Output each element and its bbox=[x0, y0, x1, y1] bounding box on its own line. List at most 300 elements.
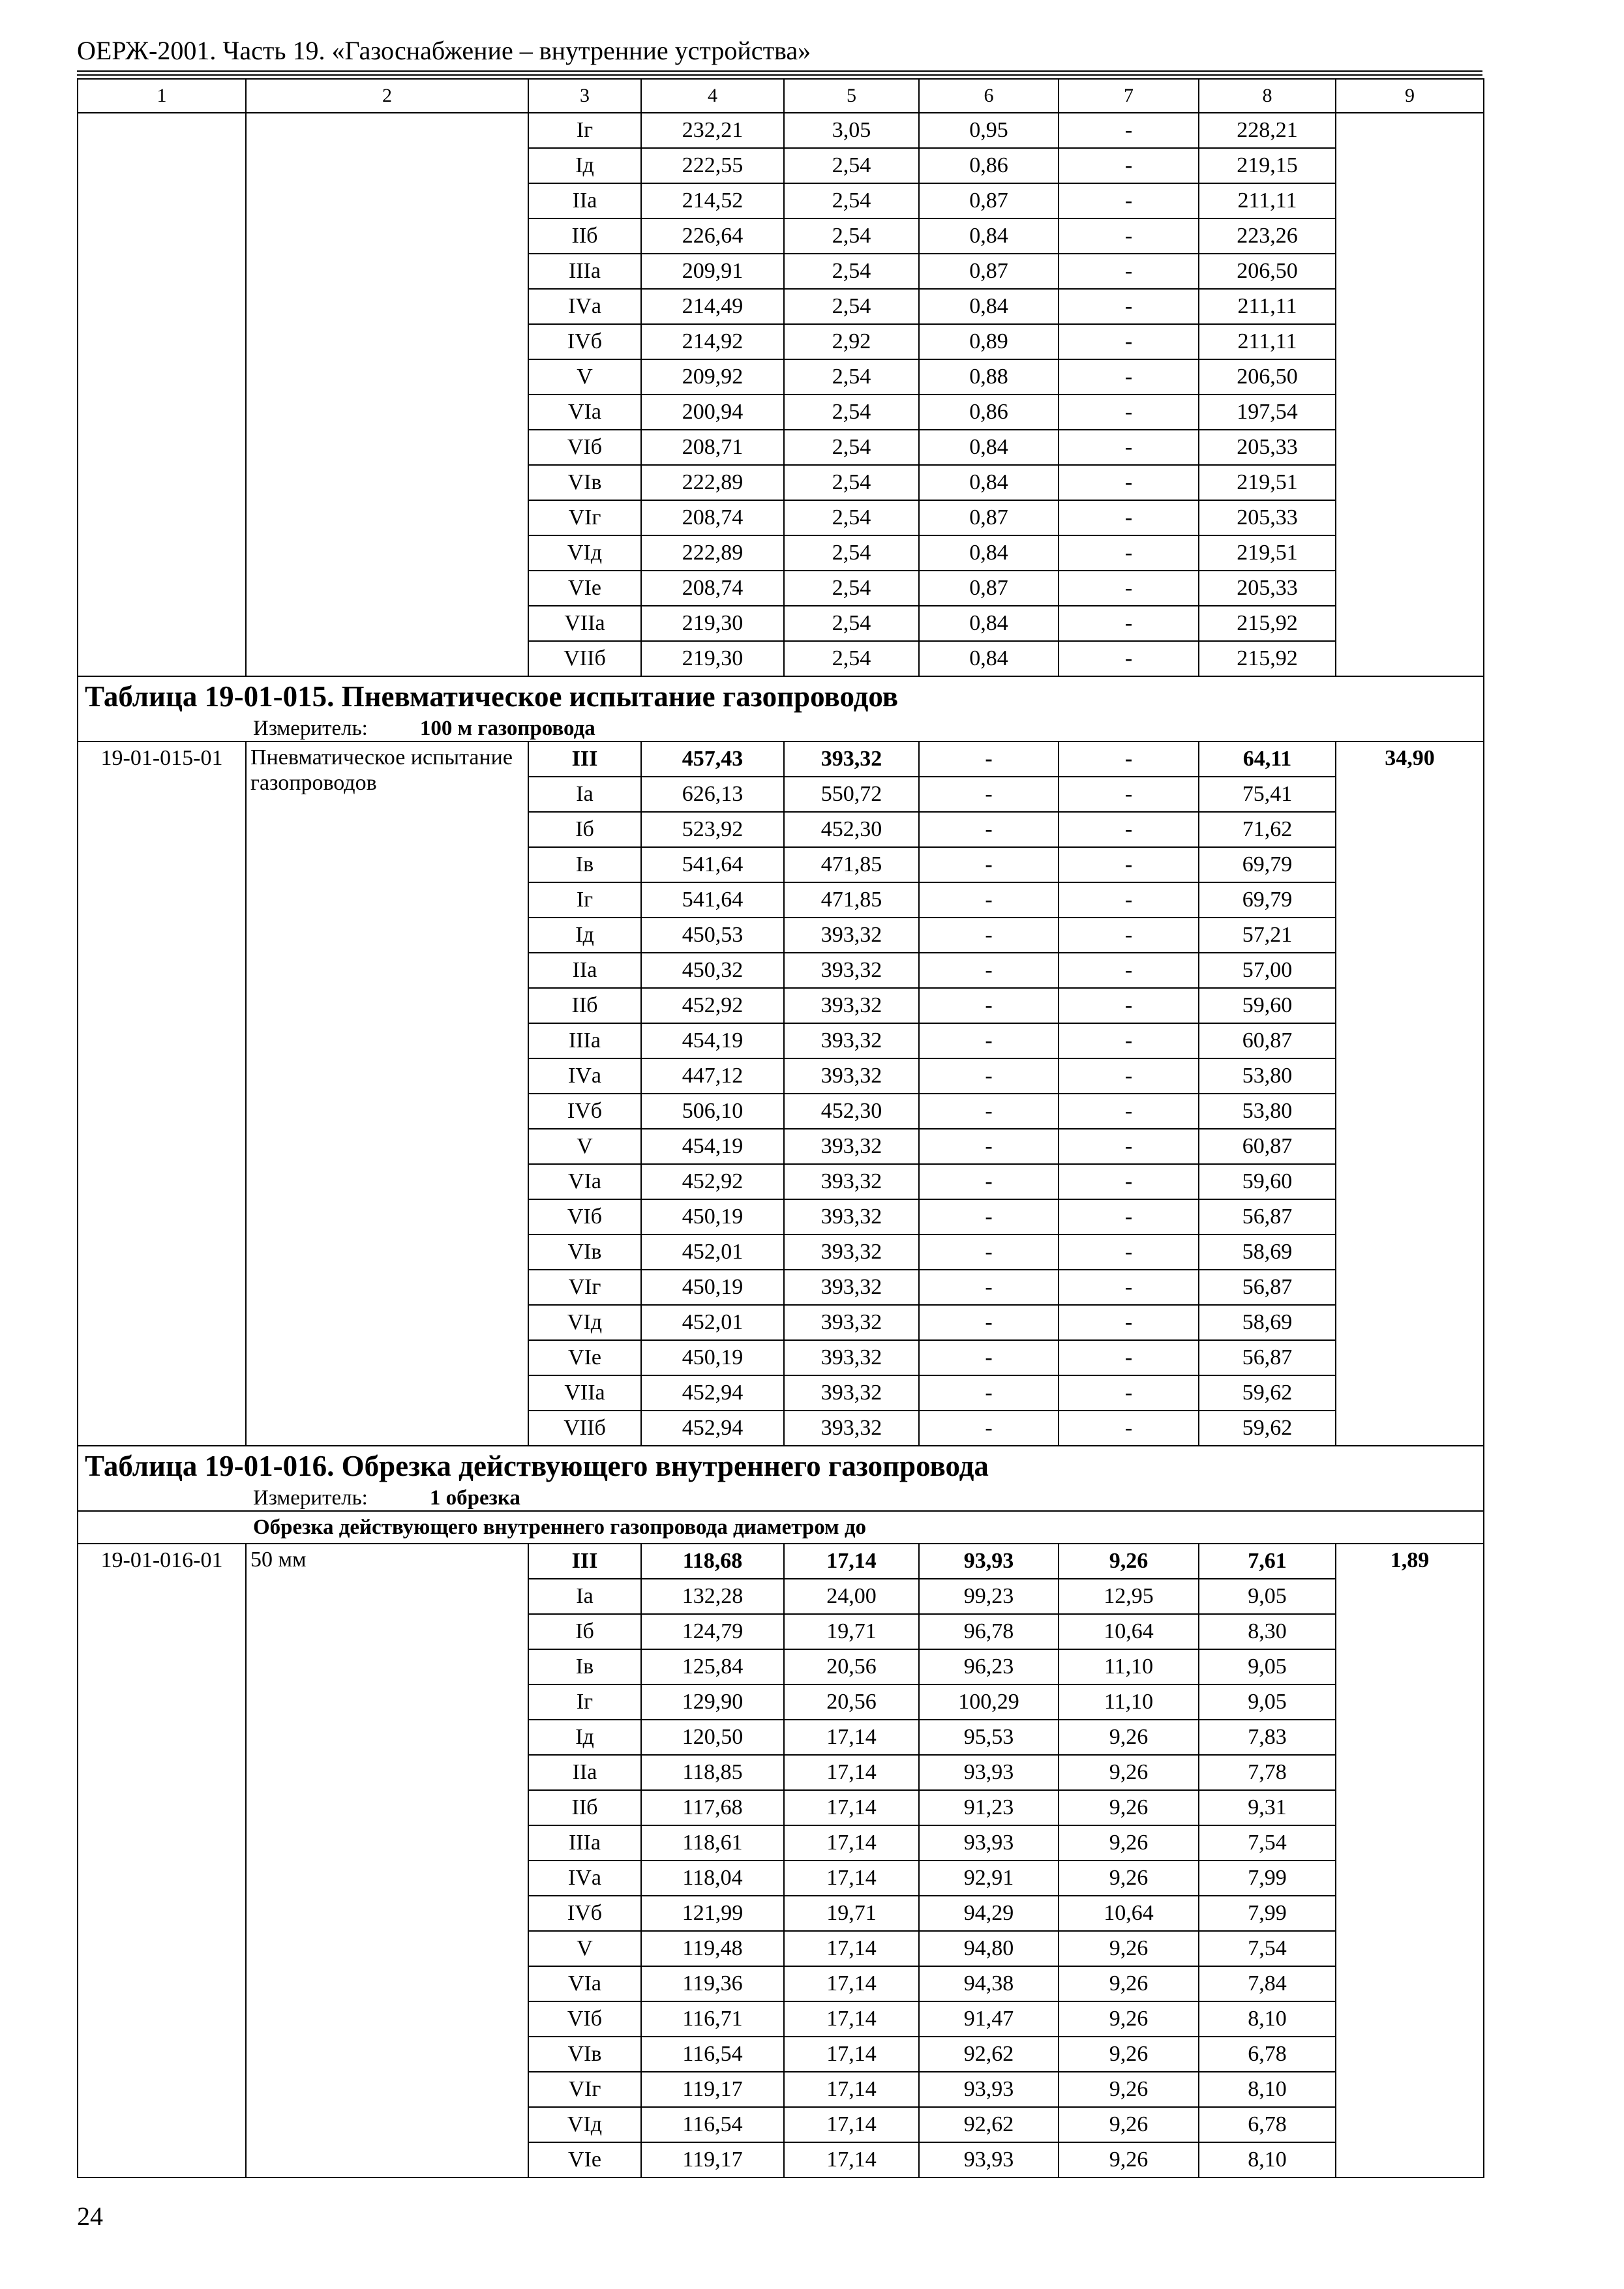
value-cell: 209,91 bbox=[641, 254, 784, 289]
value-cell: 56,87 bbox=[1199, 1340, 1336, 1375]
value-cell: - bbox=[919, 953, 1059, 988]
value-cell: 118,68 bbox=[641, 1544, 784, 1579]
value-cell: 56,87 bbox=[1199, 1199, 1336, 1234]
zone-cell: Iб bbox=[528, 812, 641, 847]
value-cell: 219,51 bbox=[1199, 465, 1336, 500]
value-cell: 393,32 bbox=[784, 1164, 919, 1199]
value-cell: 119,17 bbox=[641, 2072, 784, 2107]
zone-cell: VIг bbox=[528, 2072, 641, 2107]
value-cell: - bbox=[919, 1023, 1059, 1058]
value-cell: - bbox=[1059, 465, 1199, 500]
value-cell: - bbox=[1059, 741, 1199, 777]
column-number: 4 bbox=[641, 79, 784, 113]
value-cell: - bbox=[1059, 254, 1199, 289]
zone-cell: Iб bbox=[528, 1614, 641, 1649]
value-cell: 53,80 bbox=[1199, 1094, 1336, 1129]
value-cell: 58,69 bbox=[1199, 1234, 1336, 1270]
value-cell: 393,32 bbox=[784, 953, 919, 988]
value-cell: 99,23 bbox=[919, 1579, 1059, 1614]
value-cell: 6,78 bbox=[1199, 2037, 1336, 2072]
value-cell: 0,87 bbox=[919, 183, 1059, 218]
value-cell: 9,26 bbox=[1059, 1931, 1199, 1966]
value-cell: 118,85 bbox=[641, 1755, 784, 1790]
value-cell: 116,54 bbox=[641, 2037, 784, 2072]
value-cell: - bbox=[1059, 812, 1199, 847]
value-cell: 0,86 bbox=[919, 148, 1059, 183]
value-cell: 393,32 bbox=[784, 1023, 919, 1058]
zone-cell: VIа bbox=[528, 1966, 641, 2001]
value-cell: - bbox=[1059, 500, 1199, 535]
value-cell: 17,14 bbox=[784, 2142, 919, 2177]
value-cell: - bbox=[1059, 953, 1199, 988]
value-cell: - bbox=[1059, 1199, 1199, 1234]
zone-cell: Iв bbox=[528, 847, 641, 882]
zone-cell: VIе bbox=[528, 2142, 641, 2177]
value-cell: 452,01 bbox=[641, 1234, 784, 1270]
column-number: 1 bbox=[78, 79, 246, 113]
value-cell: 214,92 bbox=[641, 324, 784, 359]
zone-cell: VIв bbox=[528, 465, 641, 500]
zone-cell: VIг bbox=[528, 500, 641, 535]
value-cell: 200,94 bbox=[641, 395, 784, 430]
value-cell: 450,32 bbox=[641, 953, 784, 988]
value-cell: 93,93 bbox=[919, 1755, 1059, 1790]
value-cell: - bbox=[919, 1340, 1059, 1375]
header-rule-top bbox=[77, 70, 1482, 72]
table-subtitle: Обрезка действующего внутреннего газопровода диаметром до bbox=[78, 1511, 1484, 1544]
value-cell: 9,26 bbox=[1059, 2037, 1199, 2072]
zone-cell: IIб bbox=[528, 988, 641, 1023]
value-cell: 117,68 bbox=[641, 1790, 784, 1825]
value-cell: 59,62 bbox=[1199, 1375, 1336, 1411]
value-cell: 454,19 bbox=[641, 1129, 784, 1164]
value-cell: 393,32 bbox=[784, 988, 919, 1023]
value-cell: 9,26 bbox=[1059, 1720, 1199, 1755]
value-cell: 450,19 bbox=[641, 1199, 784, 1234]
unit-label: Измеритель: bbox=[253, 1486, 368, 1510]
value-cell: 124,79 bbox=[641, 1614, 784, 1649]
value-cell: 59,60 bbox=[1199, 1164, 1336, 1199]
labor-hours-cell: 1,89 bbox=[1336, 1544, 1484, 2177]
zone-cell: IVа bbox=[528, 289, 641, 324]
value-cell: 116,71 bbox=[641, 2001, 784, 2037]
value-cell: 506,10 bbox=[641, 1094, 784, 1129]
value-cell: 95,53 bbox=[919, 1720, 1059, 1755]
value-cell: 208,74 bbox=[641, 500, 784, 535]
work-name-cell: Пневматическое испытание газопроводов bbox=[246, 741, 528, 1446]
value-cell: 452,30 bbox=[784, 812, 919, 847]
value-cell: - bbox=[1059, 1340, 1199, 1375]
value-cell: 0,87 bbox=[919, 254, 1059, 289]
value-cell: 393,32 bbox=[784, 1375, 919, 1411]
value-cell: 71,62 bbox=[1199, 812, 1336, 847]
value-cell: 393,32 bbox=[784, 1305, 919, 1340]
value-cell: - bbox=[1059, 324, 1199, 359]
zone-cell: IIб bbox=[528, 1790, 641, 1825]
value-cell: 9,26 bbox=[1059, 2107, 1199, 2142]
value-cell: 11,10 bbox=[1059, 1684, 1199, 1720]
value-cell: - bbox=[1059, 430, 1199, 465]
value-cell: 120,50 bbox=[641, 1720, 784, 1755]
value-cell: 64,11 bbox=[1199, 741, 1336, 777]
value-cell: 17,14 bbox=[784, 1966, 919, 2001]
value-cell: 59,62 bbox=[1199, 1411, 1336, 1446]
zone-cell: Iг bbox=[528, 882, 641, 918]
value-cell: 0,86 bbox=[919, 395, 1059, 430]
value-cell: 8,10 bbox=[1199, 2142, 1336, 2177]
value-cell: 211,11 bbox=[1199, 289, 1336, 324]
value-cell: 454,19 bbox=[641, 1023, 784, 1058]
column-number-row bbox=[78, 79, 1484, 113]
value-cell: 93,93 bbox=[919, 1544, 1059, 1579]
value-cell: 57,00 bbox=[1199, 953, 1336, 988]
value-cell: 9,26 bbox=[1059, 1790, 1199, 1825]
value-cell: 393,32 bbox=[784, 1129, 919, 1164]
value-cell: 17,14 bbox=[784, 2037, 919, 2072]
value-cell: 447,12 bbox=[641, 1058, 784, 1094]
value-cell: 57,21 bbox=[1199, 918, 1336, 953]
zone-cell: Iг bbox=[528, 1684, 641, 1720]
unit-label: Измеритель: bbox=[253, 716, 368, 740]
value-cell: 215,92 bbox=[1199, 641, 1336, 676]
value-cell: - bbox=[1059, 847, 1199, 882]
value-cell: 219,30 bbox=[641, 641, 784, 676]
value-cell: - bbox=[1059, 571, 1199, 606]
value-cell: 17,14 bbox=[784, 1825, 919, 1861]
value-cell: 214,49 bbox=[641, 289, 784, 324]
unit-row bbox=[78, 716, 1484, 741]
value-cell: 125,84 bbox=[641, 1649, 784, 1684]
value-cell: 0,84 bbox=[919, 535, 1059, 571]
value-cell: - bbox=[1059, 1411, 1199, 1446]
value-cell: 452,94 bbox=[641, 1375, 784, 1411]
header-rule-bottom bbox=[77, 74, 1482, 76]
value-cell: - bbox=[1059, 359, 1199, 395]
value-cell: 232,21 bbox=[641, 113, 784, 148]
value-cell: 17,14 bbox=[784, 1755, 919, 1790]
value-cell: 92,62 bbox=[919, 2037, 1059, 2072]
value-cell: 450,53 bbox=[641, 918, 784, 953]
column-number: 2 bbox=[246, 79, 528, 113]
value-cell: 20,56 bbox=[784, 1649, 919, 1684]
value-cell: 2,54 bbox=[784, 500, 919, 535]
value-cell: 116,54 bbox=[641, 2107, 784, 2142]
value-cell: - bbox=[1059, 289, 1199, 324]
value-cell: - bbox=[1059, 1023, 1199, 1058]
zone-cell: Iа bbox=[528, 1579, 641, 1614]
value-cell: 206,50 bbox=[1199, 254, 1336, 289]
zone-cell: Iв bbox=[528, 1649, 641, 1684]
value-cell: 94,38 bbox=[919, 1966, 1059, 2001]
zone-cell: VIIб bbox=[528, 641, 641, 676]
value-cell: - bbox=[1059, 777, 1199, 812]
value-cell: 132,28 bbox=[641, 1579, 784, 1614]
value-cell: 2,54 bbox=[784, 606, 919, 641]
unit-cell bbox=[78, 1486, 1484, 1511]
value-cell: 222,89 bbox=[641, 465, 784, 500]
value-cell: 92,62 bbox=[919, 2107, 1059, 2142]
value-cell: 0,84 bbox=[919, 641, 1059, 676]
value-cell: 60,87 bbox=[1199, 1023, 1336, 1058]
zone-cell: IVб bbox=[528, 1094, 641, 1129]
value-cell: 7,61 bbox=[1199, 1544, 1336, 1579]
value-cell: - bbox=[919, 1270, 1059, 1305]
value-cell: 393,32 bbox=[784, 741, 919, 777]
zone-cell: VIе bbox=[528, 1340, 641, 1375]
value-cell: 0,84 bbox=[919, 218, 1059, 254]
value-cell: 205,33 bbox=[1199, 500, 1336, 535]
value-cell: 96,23 bbox=[919, 1649, 1059, 1684]
work-name-cell: 50 мм bbox=[246, 1544, 528, 2177]
zone-cell: IIIа bbox=[528, 254, 641, 289]
value-cell: 7,54 bbox=[1199, 1825, 1336, 1861]
value-cell: 20,56 bbox=[784, 1684, 919, 1720]
value-cell: 19,71 bbox=[784, 1614, 919, 1649]
value-cell: - bbox=[919, 1199, 1059, 1234]
unit-value: 100 м газопровода bbox=[419, 716, 595, 740]
value-cell: 222,55 bbox=[641, 148, 784, 183]
value-cell: 0,84 bbox=[919, 289, 1059, 324]
value-cell: 7,99 bbox=[1199, 1896, 1336, 1931]
value-cell: - bbox=[1059, 218, 1199, 254]
zone-cell: VIб bbox=[528, 430, 641, 465]
value-cell: 93,93 bbox=[919, 1825, 1059, 1861]
value-cell: 2,54 bbox=[784, 430, 919, 465]
value-cell: 91,23 bbox=[919, 1790, 1059, 1825]
value-cell: 450,19 bbox=[641, 1270, 784, 1305]
value-cell: - bbox=[1059, 1270, 1199, 1305]
value-cell: 93,93 bbox=[919, 2072, 1059, 2107]
value-cell: 17,14 bbox=[784, 2072, 919, 2107]
value-cell: - bbox=[919, 741, 1059, 777]
value-cell: 8,10 bbox=[1199, 2001, 1336, 2037]
column-number: 9 bbox=[1336, 79, 1484, 113]
value-cell: - bbox=[919, 988, 1059, 1023]
value-cell: - bbox=[1059, 1234, 1199, 1270]
zone-cell: VIе bbox=[528, 571, 641, 606]
value-cell: 17,14 bbox=[784, 2107, 919, 2142]
rate-code-cell bbox=[78, 113, 246, 676]
value-cell: 7,78 bbox=[1199, 1755, 1336, 1790]
value-cell: 206,50 bbox=[1199, 359, 1336, 395]
value-cell: 6,78 bbox=[1199, 2107, 1336, 2142]
value-cell: 2,54 bbox=[784, 571, 919, 606]
value-cell: 2,54 bbox=[784, 535, 919, 571]
value-cell: 2,92 bbox=[784, 324, 919, 359]
value-cell: - bbox=[919, 847, 1059, 882]
value-cell: 93,93 bbox=[919, 2142, 1059, 2177]
value-cell: 2,54 bbox=[784, 183, 919, 218]
value-cell: 211,11 bbox=[1199, 183, 1336, 218]
zone-cell: VIд bbox=[528, 1305, 641, 1340]
value-cell: 209,92 bbox=[641, 359, 784, 395]
value-cell: 393,32 bbox=[784, 1058, 919, 1094]
value-cell: 0,87 bbox=[919, 571, 1059, 606]
zone-cell: Iд bbox=[528, 148, 641, 183]
zone-cell: VIг bbox=[528, 1270, 641, 1305]
value-cell: 226,64 bbox=[641, 218, 784, 254]
value-cell: 11,10 bbox=[1059, 1649, 1199, 1684]
value-cell: 9,26 bbox=[1059, 1861, 1199, 1896]
value-cell: 214,52 bbox=[641, 183, 784, 218]
value-cell: 53,80 bbox=[1199, 1058, 1336, 1094]
value-cell: - bbox=[919, 1094, 1059, 1129]
value-cell: 10,64 bbox=[1059, 1896, 1199, 1931]
zone-cell: VIа bbox=[528, 395, 641, 430]
value-cell: 205,33 bbox=[1199, 430, 1336, 465]
value-cell: 118,61 bbox=[641, 1825, 784, 1861]
value-cell: 119,36 bbox=[641, 1966, 784, 2001]
value-cell: 219,30 bbox=[641, 606, 784, 641]
subtitle-row bbox=[78, 1511, 1484, 1544]
zone-cell: VIIб bbox=[528, 1411, 641, 1446]
value-cell: 58,69 bbox=[1199, 1305, 1336, 1340]
value-cell: - bbox=[1059, 1129, 1199, 1164]
value-cell: 208,74 bbox=[641, 571, 784, 606]
value-cell: 9,05 bbox=[1199, 1649, 1336, 1684]
value-cell: - bbox=[919, 918, 1059, 953]
zone-cell: IIа bbox=[528, 953, 641, 988]
zone-cell: IIIа bbox=[528, 1825, 641, 1861]
value-cell: - bbox=[1059, 1305, 1199, 1340]
value-cell: 2,54 bbox=[784, 289, 919, 324]
value-cell: 17,14 bbox=[784, 1544, 919, 1579]
table-title: Таблица 19-01-016. Обрезка действующего внутреннего газопровода bbox=[78, 1446, 1484, 1486]
value-cell: - bbox=[919, 1411, 1059, 1446]
zone-cell: IVа bbox=[528, 1058, 641, 1094]
value-cell: 56,87 bbox=[1199, 1270, 1336, 1305]
value-cell: - bbox=[1059, 395, 1199, 430]
value-cell: 129,90 bbox=[641, 1684, 784, 1720]
value-cell: 0,84 bbox=[919, 465, 1059, 500]
value-cell: 60,87 bbox=[1199, 1129, 1336, 1164]
zone-cell: VIIа bbox=[528, 1375, 641, 1411]
value-cell: - bbox=[1059, 988, 1199, 1023]
zone-cell: VIд bbox=[528, 2107, 641, 2142]
zone-cell: IVб bbox=[528, 324, 641, 359]
value-cell: 393,32 bbox=[784, 1340, 919, 1375]
value-cell: - bbox=[919, 1234, 1059, 1270]
value-cell: 119,48 bbox=[641, 1931, 784, 1966]
value-cell: 9,05 bbox=[1199, 1579, 1336, 1614]
value-cell: - bbox=[919, 1058, 1059, 1094]
value-cell: - bbox=[1059, 1375, 1199, 1411]
value-cell: 541,64 bbox=[641, 882, 784, 918]
value-cell: - bbox=[1059, 918, 1199, 953]
value-cell: 0,84 bbox=[919, 606, 1059, 641]
value-cell: 452,30 bbox=[784, 1094, 919, 1129]
value-cell: 2,54 bbox=[784, 641, 919, 676]
table-title-row bbox=[78, 676, 1484, 716]
zone-cell: Iг bbox=[528, 113, 641, 148]
rates-table bbox=[77, 78, 1484, 2178]
value-cell: 393,32 bbox=[784, 1411, 919, 1446]
zone-cell: IIIа bbox=[528, 1023, 641, 1058]
value-cell: 12,95 bbox=[1059, 1579, 1199, 1614]
zone-cell: VIв bbox=[528, 2037, 641, 2072]
page-header: ОЕРЖ-2001. Часть 19. «Газоснабжение – внутренние устройства» bbox=[77, 36, 811, 65]
value-cell: 0,89 bbox=[919, 324, 1059, 359]
value-cell: 228,21 bbox=[1199, 113, 1336, 148]
table-row bbox=[78, 741, 1484, 777]
table-row bbox=[78, 1544, 1484, 1579]
zone-cell: VIа bbox=[528, 1164, 641, 1199]
value-cell: 59,60 bbox=[1199, 988, 1336, 1023]
value-cell: 9,26 bbox=[1059, 2072, 1199, 2107]
value-cell: 94,29 bbox=[919, 1896, 1059, 1931]
value-cell: 0,95 bbox=[919, 113, 1059, 148]
value-cell: 450,19 bbox=[641, 1340, 784, 1375]
zone-cell: V bbox=[528, 1931, 641, 1966]
value-cell: 9,26 bbox=[1059, 1966, 1199, 2001]
value-cell: 9,26 bbox=[1059, 1755, 1199, 1790]
value-cell: 10,64 bbox=[1059, 1614, 1199, 1649]
value-cell: 393,32 bbox=[784, 918, 919, 953]
unit-value: 1 обрезка bbox=[429, 1486, 520, 1510]
zone-cell: III bbox=[528, 741, 641, 777]
rate-code-cell: 19-01-015-01 bbox=[78, 741, 246, 1446]
column-number: 6 bbox=[919, 79, 1059, 113]
value-cell: 3,05 bbox=[784, 113, 919, 148]
value-cell: - bbox=[919, 1305, 1059, 1340]
value-cell: 91,47 bbox=[919, 2001, 1059, 2037]
table-title: Таблица 19-01-015. Пневматическое испытание газопроводов bbox=[78, 676, 1484, 716]
value-cell: 92,91 bbox=[919, 1861, 1059, 1896]
value-cell: 118,04 bbox=[641, 1861, 784, 1896]
zone-cell: VIб bbox=[528, 2001, 641, 2037]
value-cell: - bbox=[919, 777, 1059, 812]
page-number: 24 bbox=[77, 2202, 103, 2231]
column-number: 5 bbox=[784, 79, 919, 113]
value-cell: 550,72 bbox=[784, 777, 919, 812]
value-cell: 452,92 bbox=[641, 1164, 784, 1199]
value-cell: 19,71 bbox=[784, 1896, 919, 1931]
value-cell: 205,33 bbox=[1199, 571, 1336, 606]
value-cell: - bbox=[1059, 882, 1199, 918]
zone-cell: Iа bbox=[528, 777, 641, 812]
zone-cell: VIд bbox=[528, 535, 641, 571]
zone-cell: IIа bbox=[528, 1755, 641, 1790]
value-cell: 2,54 bbox=[784, 218, 919, 254]
value-cell: 17,14 bbox=[784, 2001, 919, 2037]
zone-cell: V bbox=[528, 1129, 641, 1164]
value-cell: 2,54 bbox=[784, 254, 919, 289]
value-cell: 9,26 bbox=[1059, 1825, 1199, 1861]
value-cell: 219,15 bbox=[1199, 148, 1336, 183]
value-cell: 96,78 bbox=[919, 1614, 1059, 1649]
value-cell: 9,26 bbox=[1059, 1544, 1199, 1579]
value-cell: 17,14 bbox=[784, 1720, 919, 1755]
value-cell: 452,01 bbox=[641, 1305, 784, 1340]
value-cell: 94,80 bbox=[919, 1931, 1059, 1966]
value-cell: 208,71 bbox=[641, 430, 784, 465]
column-number: 8 bbox=[1199, 79, 1336, 113]
value-cell: - bbox=[919, 1164, 1059, 1199]
value-cell: 523,92 bbox=[641, 812, 784, 847]
zone-cell: IIб bbox=[528, 218, 641, 254]
zone-cell: Iд bbox=[528, 1720, 641, 1755]
value-cell: 211,11 bbox=[1199, 324, 1336, 359]
value-cell: 7,84 bbox=[1199, 1966, 1336, 2001]
value-cell: - bbox=[1059, 148, 1199, 183]
value-cell: - bbox=[1059, 113, 1199, 148]
value-cell: - bbox=[1059, 641, 1199, 676]
table-row bbox=[78, 113, 1484, 148]
value-cell: - bbox=[1059, 1058, 1199, 1094]
value-cell: 452,94 bbox=[641, 1411, 784, 1446]
value-cell: 69,79 bbox=[1199, 847, 1336, 882]
value-cell: 7,83 bbox=[1199, 1720, 1336, 1755]
